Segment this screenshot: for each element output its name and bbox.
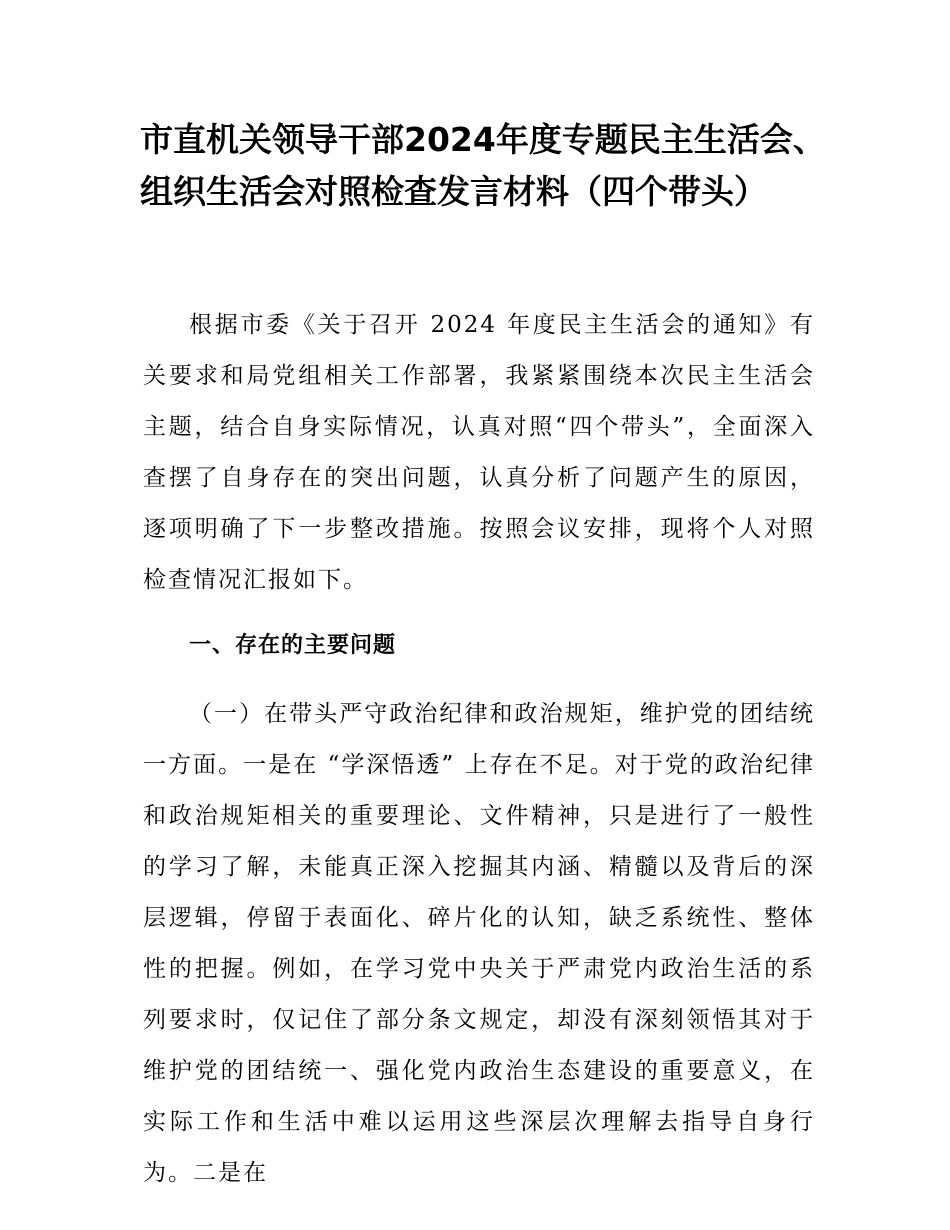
document-title	[140, 114, 840, 218]
intro-paragraph: 根据市委《关于召开 2024 年度民主生活会的通知》有关要求和局党组相关工作部署，我紧紧围绕本次民主生活会主题，结合自身实际情况，认真对照“四个带头”，全面深入查摆了自身存在的突出问题，认真分析了问题产生的原因，逐项明确了下一步整改措施。按照会议安排，现将个人对照检查情况汇报如下。	[143, 312, 815, 593]
document-body	[143, 300, 815, 1199]
title-line-1: 市直机关领导干部2024年度专题民主生活会、	[140, 120, 826, 159]
section-paragraph: （一）在带头严守政治纪律和政治规矩，维护党的团结统一方面。一是在 “学深悟透” 上存在不足。对于党的政治纪律和政治规矩相关的重要理论、文件精神，只是进行了一般性的学习了解，未能真正深入挖掘其内涵、精髓以及背后的深层逻辑，停留于表面化、碎片化的认知，缺乏系统性、整体性的把握。例如，在学习党中央关于严肃党内政治生活的系列要求时，仅记住了部分条文规定，却没有深刻领悟其对于维护党的团结统一、强化党内政治生态建设的重要意义，在实际工作和生活中难以运用这些深层次理解去指导自身行为。二是在	[143, 701, 815, 1186]
section-heading: 一、存在的主要问题	[189, 633, 397, 658]
title-line-2: 组织生活会对照检查发言材料（四个带头）	[140, 172, 767, 211]
